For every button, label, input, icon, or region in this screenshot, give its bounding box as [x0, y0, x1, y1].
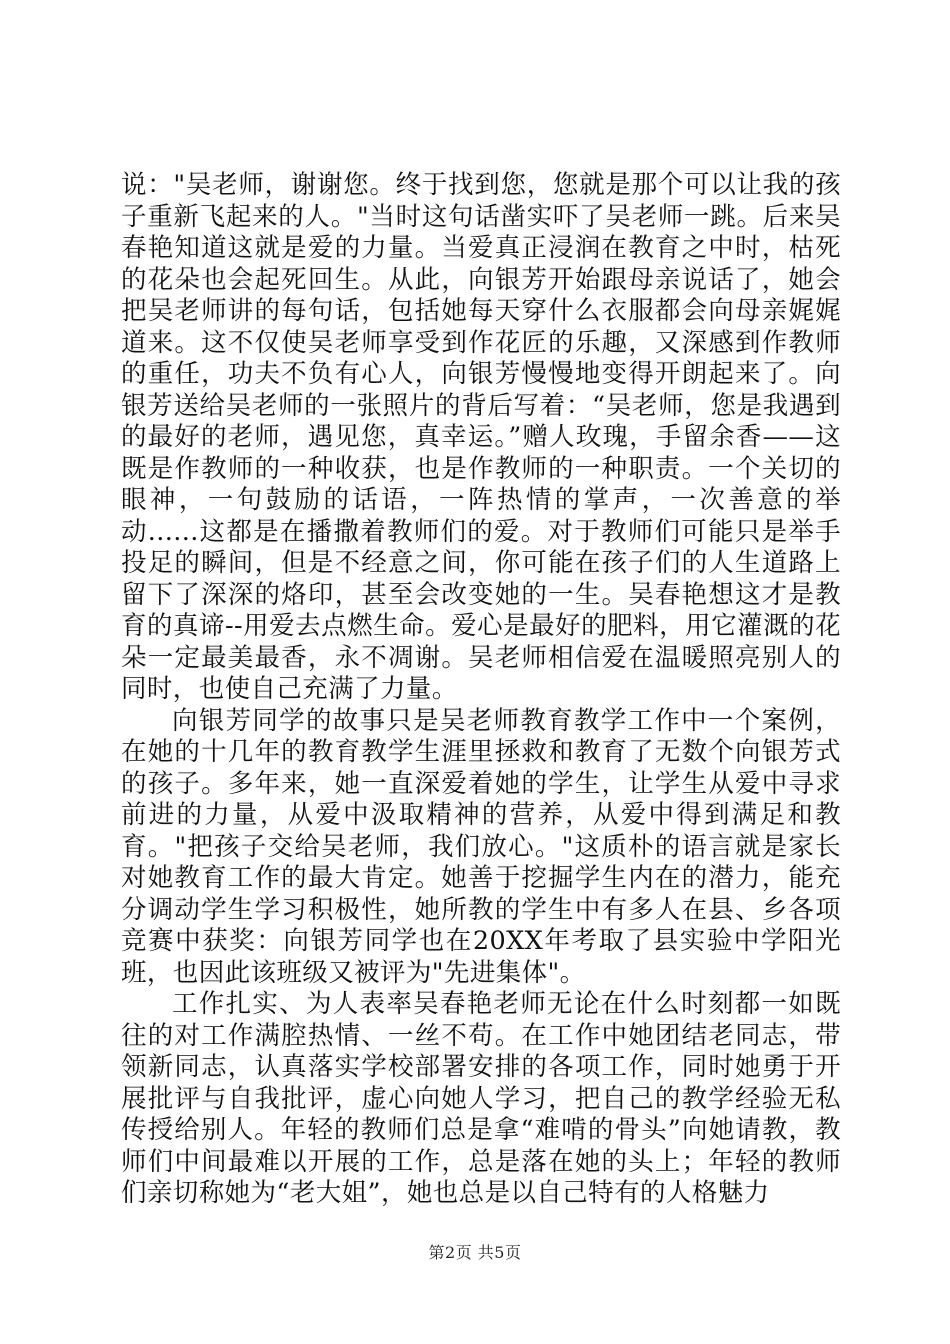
paragraph-1: 说："吴老师，谢谢您。终于找到您，您就是那个可以让我的孩子重新飞起来的人。"当时这句话凿实吓了吴老师一跳。后来吴春艳知道这就是爱的力量。当爱真正浸润在教育之中时，枯死的花朵也会起死回生。从此，向银芳开始跟母亲说话了，她会把吴老师讲的每句话，包括她每天穿什么衣服都会向母亲娓娓道来。这不仅使吴老师享受到作花匠的乐趣，又深感到作教师的重任，功夫不负有心人，向银芳慢慢地变得开朗起来了。向银芳送给吴老师的一张照片的背后写着：“吴老师，您是我遇到的最好的老师，遇见您，真幸运。”赠人玫瑰，手留余香——这既是作教师的一种收获，也是作教师的一种职责。一个关切的眼神，一句鼓励的话语，一阵热情的掌声，一次善意的举动......这都是在播撒着教师们的爱。对于教师们可能只是举手投足的瞬间，但是不经意之间，你可能在孩子们的人生道路上留下了深深的烙印，甚至会改变她的一生。吴春艳想这才是教育的真谛--用爱去点燃生命。爱心是最好的肥料，用它灌溉的花朵一定最美最香，永不凋谢。吴老师相信爱在温暖照亮别人的同时，也使自己充满了力量。	[121, 170, 841, 704]
page-number-footer: 第2页 共5页	[428, 1243, 522, 1262]
document-body	[121, 170, 841, 1210]
paragraph-3: 工作扎实、为人表率吴春艳老师无论在什么时刻都一如既往的对工作满腔热情、一丝不苟。在工作中她团结老同志，带领新同志，认真落实学校部署安排的各项工作，同时她勇于开展批评与自我批评，虚心向她人学习，把自己的教学经验无私传授给别人。年轻的教师们总是拿“难啃的骨头”向她请教，教师们中间最难以开展的工作，总是落在她的头上；年轻的教师们亲切称她为“老大姐”，她也总是以自己特有的人格魅力	[121, 989, 841, 1208]
paragraph-2: 向银芳同学的故事只是吴老师教育教学工作中一个案例，在她的十几年的教育教学生涯里拯救和教育了无数个向银芳式的孩子。多年来，她一直深爱着她的学生，让学生从爱中寻求前进的力量，从爱中汲取精神的营养，从爱中得到满足和教育。"把孩子交给吴老师，我们放心。"这质朴的语言就是家长对她教育工作的最大肯定。她善于挖掘学生内在的潜力，能充分调动学生学习积极性，她所教的学生中有多人在县、乡各项竞赛中获奖：向银芳同学也在20XX年考取了县实验中学阳光班，也因此该班级又被评为"先进集体"。	[121, 705, 841, 988]
